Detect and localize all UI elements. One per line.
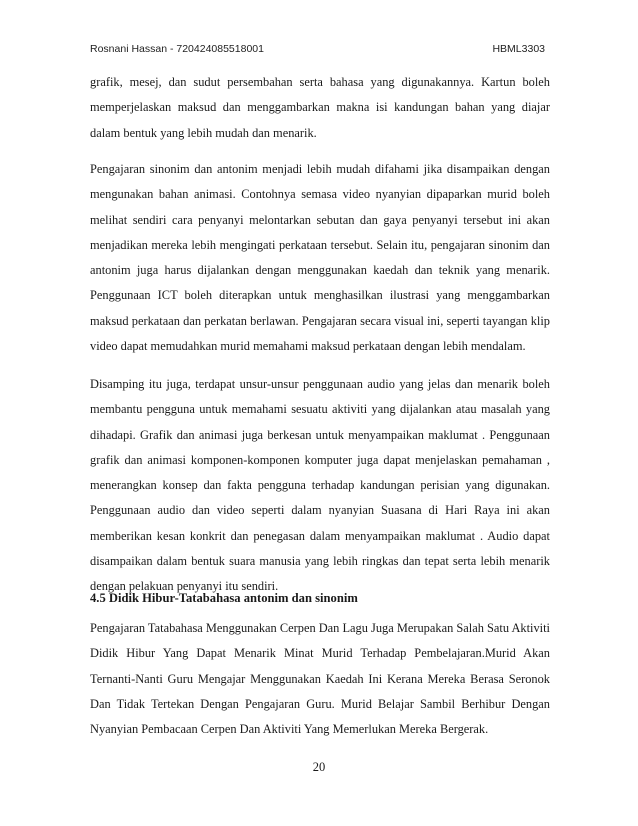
section-heading: 4.5 Didik Hibur-Tatabahasa antonim dan sinonim (90, 591, 358, 605)
paragraph-audio-grafik: Disamping itu juga, terdapat unsur-unsur penggunaan audio yang jelas dan menarik boleh membantu pengguna untuk memahami sesuatu aktiviti yang dijalankan atau masalah yang dihadapi. Grafik dan animasi juga berkesan untuk menyampaikan maklumat . Penggunaan grafik dan animasi komponen-komponen komputer juga dapat menjelaskan pemahaman , menerangkan konsep dan fakta pengguna terhadap kandungan perisian yang digunakan. Penggunaan audio dan video seperti dalam nyanyian Suasana di Hari Raya ini akan memberikan kesan konkrit dan penegasan dalam menyampaikan maklumat . Audio dapat disampaikan dalam bentuk suara manusia yang lebih ringkas dan tepat serta lebih menarik dengan pelakuan penyanyi itu sendiri. (90, 377, 550, 594)
paragraph-tatabahasa: Pengajaran Tatabahasa Menggunakan Cerpen Dan Lagu Juga Merupakan Salah Satu Aktiviti Didik Hibur Yang Dapat Menarik Minat Murid Terhadap Pembelajaran.Murid Akan Ternanti-Nanti Guru Mengajar Menggunakan Kaedah Ini Kerana Mereka Berasa Seronok Dan Tidak Tertekan Dengan Pengajaran Guru. Murid Belajar Sambil Berhibur Dengan Nyanyian Pembacaan Cerpen Dan Aktiviti Yang Memerlukan Mereka Bergerak. (90, 621, 550, 737)
paragraph-sinonim-antonim: Pengajaran sinonim dan antonim menjadi lebih mudah difahami jika disampaikan dengan mengunakan bahan animasi. Contohnya semasa video nyanyian dipaparkan murid boleh melihat sendiri cara penyanyi melontarkan sebutan dan gaya penyanyi tersebut ini akan menjadikan mereka lebih mengingati perkataan tersebut. Selain itu, pengajaran sinonim dan antonim juga harus dijalankan dengan menggunakan kaedah dan teknik yang menarik. Penggunaan ICT boleh diterapkan untuk menghasilkan ilustrasi yang menggambarkan maksud perkataan dan perkatan berlawan. Pengajaran secara visual ini, seperti tayangan klip video dapat memudahkan murid memahami maksud perkataan dengan lebih mendalam. (90, 162, 550, 354)
header-author-id: Rosnani Hassan - 720424085518001 (90, 43, 264, 55)
header-course-code: HBML3303 (492, 43, 545, 55)
paragraph-kartun: grafik, mesej, dan sudut persembahan serta bahasa yang digunakannya. Kartun boleh memperjelaskan maksud dan menggambarkan makna isi kandungan bahan yang diajar dalam bentuk yang lebih mudah dan menarik. (90, 75, 550, 140)
page-number: 20 (312, 760, 326, 774)
